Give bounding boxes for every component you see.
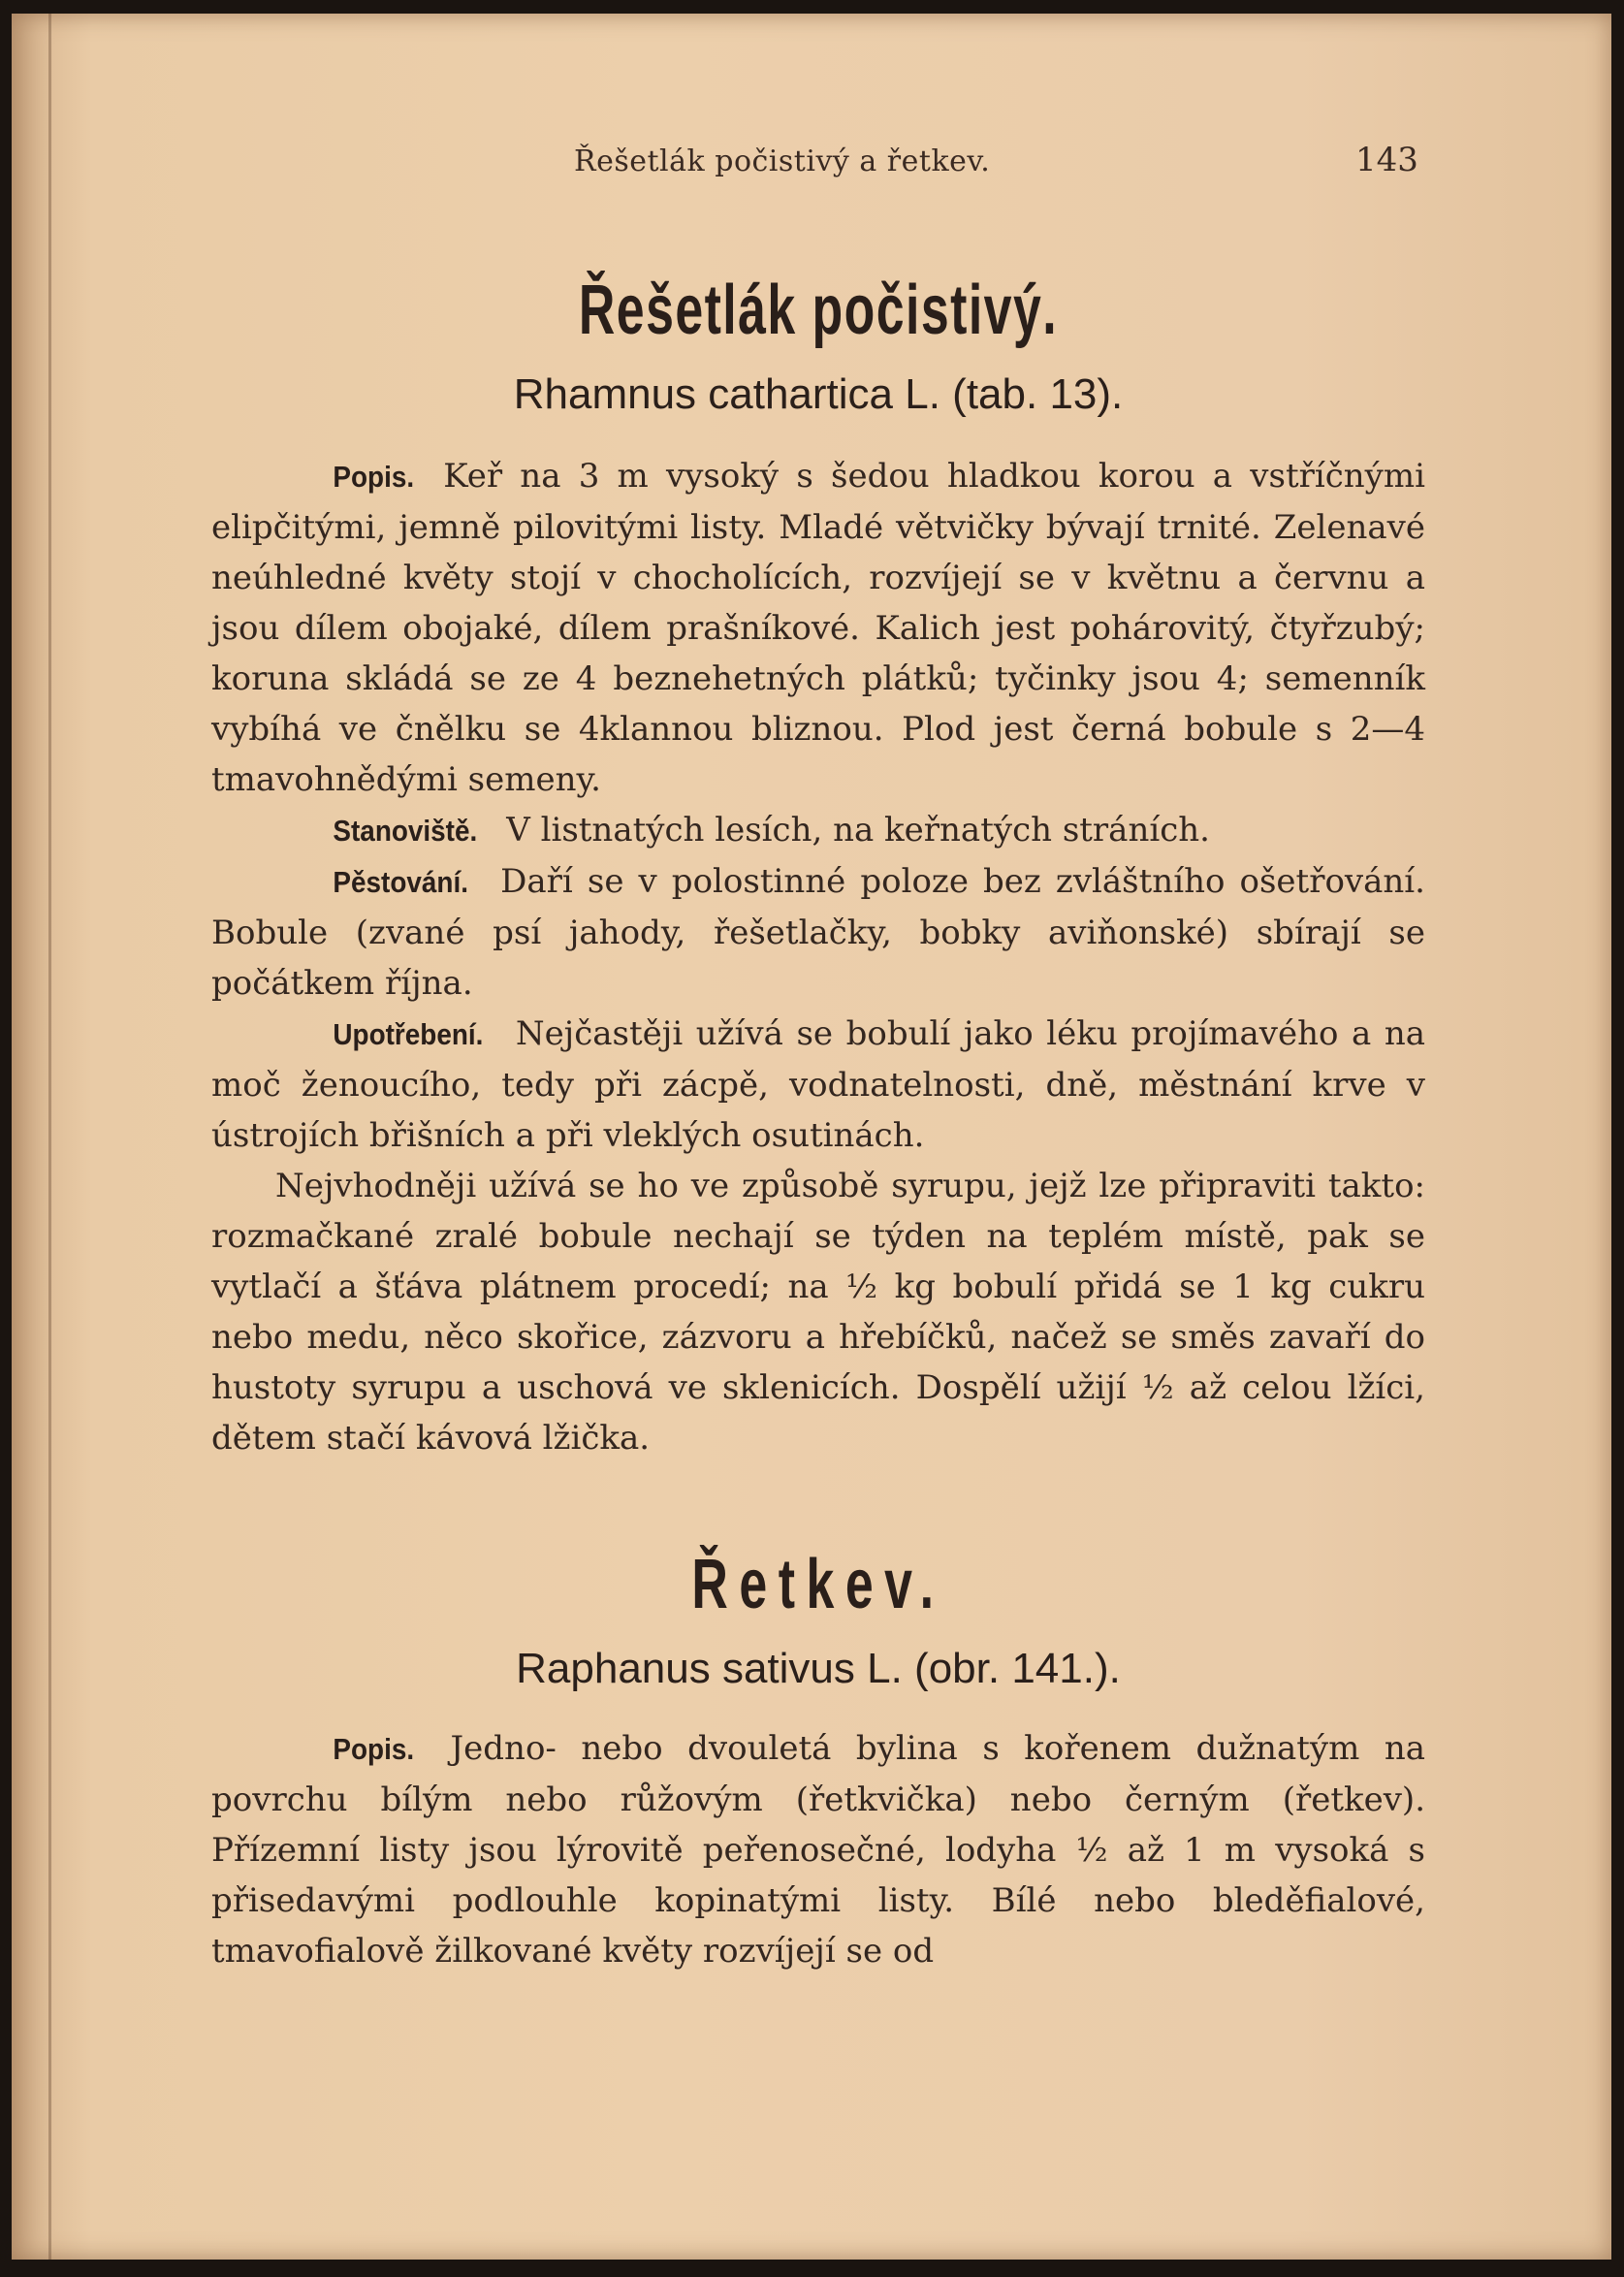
page-number: 143 <box>1355 141 1418 179</box>
page-spine-shadow <box>48 14 51 2260</box>
page-content <box>211 261 1425 1976</box>
text-popis: Keř na 3 m vysoký s šedou hladkou korou a vstříčnými elipčitými, jemně pilovitými listy. Mladé větvičky bývají trnité. Zelenavé neúhledné květy stojí v chocholících, rozvíjejí se v květnu a červnu a jsou dílem obojaké, dílem prašníkové. Kalich jest pohárovitý, čtyřzubý; koruna skládá se ze 4 beznehetných plátků; tyčinky jsou 4; semenník vybíhá ve čnělku se 4klannou bliznou. Plod jest černá bobule s 2—4 tmavohnědými semeny. <box>211 457 1426 799</box>
running-head <box>12 141 1611 193</box>
running-head-title: Řešetlák počistivý a řetkev. <box>574 144 991 178</box>
text-stanoviste: V listnatých lesích, na keřnatých stráních. <box>506 811 1210 850</box>
section-retkev <box>211 1541 1425 1976</box>
paragraph-syrup: Nejvhodněji užívá se ho ve způsobě syrupu, jejž lze připraviti takto: rozmačkané zralé bobule nechají se týden na teplém místě, pak se vytlačí a šťáva plátnem procedí; na ½ kg bobulí přidá se 1 kg cukru nebo medu, něco skořice, zázvoru a hřebíčků, načež se směs zavaří do hustoty syrupu a uschová ve sklenicích. Dospělí užijí ½ až celou lžíci, dětem stačí kávová lžička. <box>211 1167 1425 1458</box>
text-upotrebeni: Nejčastěji užívá se bobulí jako léku projímavého a na moč ženoucího, tedy při zácpě, vodnatelnosti, dně, městnání krve v ústrojích břišních a při vleklých osutinách. <box>211 1014 1426 1155</box>
section-resetlak <box>211 267 1425 1463</box>
label-upotrebeni: Upotřebení. <box>333 1017 484 1051</box>
label-popis: Popis. <box>333 1732 415 1766</box>
text-pestovani: Daří se v polostinné poloze bez zvláštního ošetřování. Bobule (zvané psí jahody, řešetlačky, bobky aviňonské) sbírají se počátkem října. <box>211 862 1425 1003</box>
latin-name: Rhamnus cathartica L. (tab. 13). <box>513 370 1124 418</box>
label-pestovani: Pěstování. <box>333 865 468 899</box>
latin-name: Raphanus sativus L. (obr. 141.). <box>516 1645 1121 1692</box>
book-page <box>12 14 1611 2260</box>
paragraph-upotrebeni <box>211 1009 1425 1161</box>
section-title: Řešetlák počistivý. <box>578 272 1059 349</box>
paragraph-stanoviste <box>211 805 1425 856</box>
paragraph-popis <box>211 1723 1425 1976</box>
section-title: Řetkev. <box>691 1546 945 1623</box>
label-popis: Popis. <box>333 460 415 494</box>
text-popis: Jedno- nebo dvouletá bylina s kořenem dužnatým na povrchu bílým nebo růžovým (řetkvička) nebo černým (řetkev). Přízemní listy jsou lýrovitě peřenosečné, lodyha ½ až 1 m vysoká s přisedavými podlouhle kopinatými listy. Bílé nebo bleděfialové, tmavofialově žilkované květy rozvíjejí se od <box>211 1729 1425 1971</box>
paragraph-pestovani <box>211 856 1425 1009</box>
label-stanoviste: Stanoviště. <box>333 814 478 848</box>
paragraph-popis <box>211 451 1425 805</box>
